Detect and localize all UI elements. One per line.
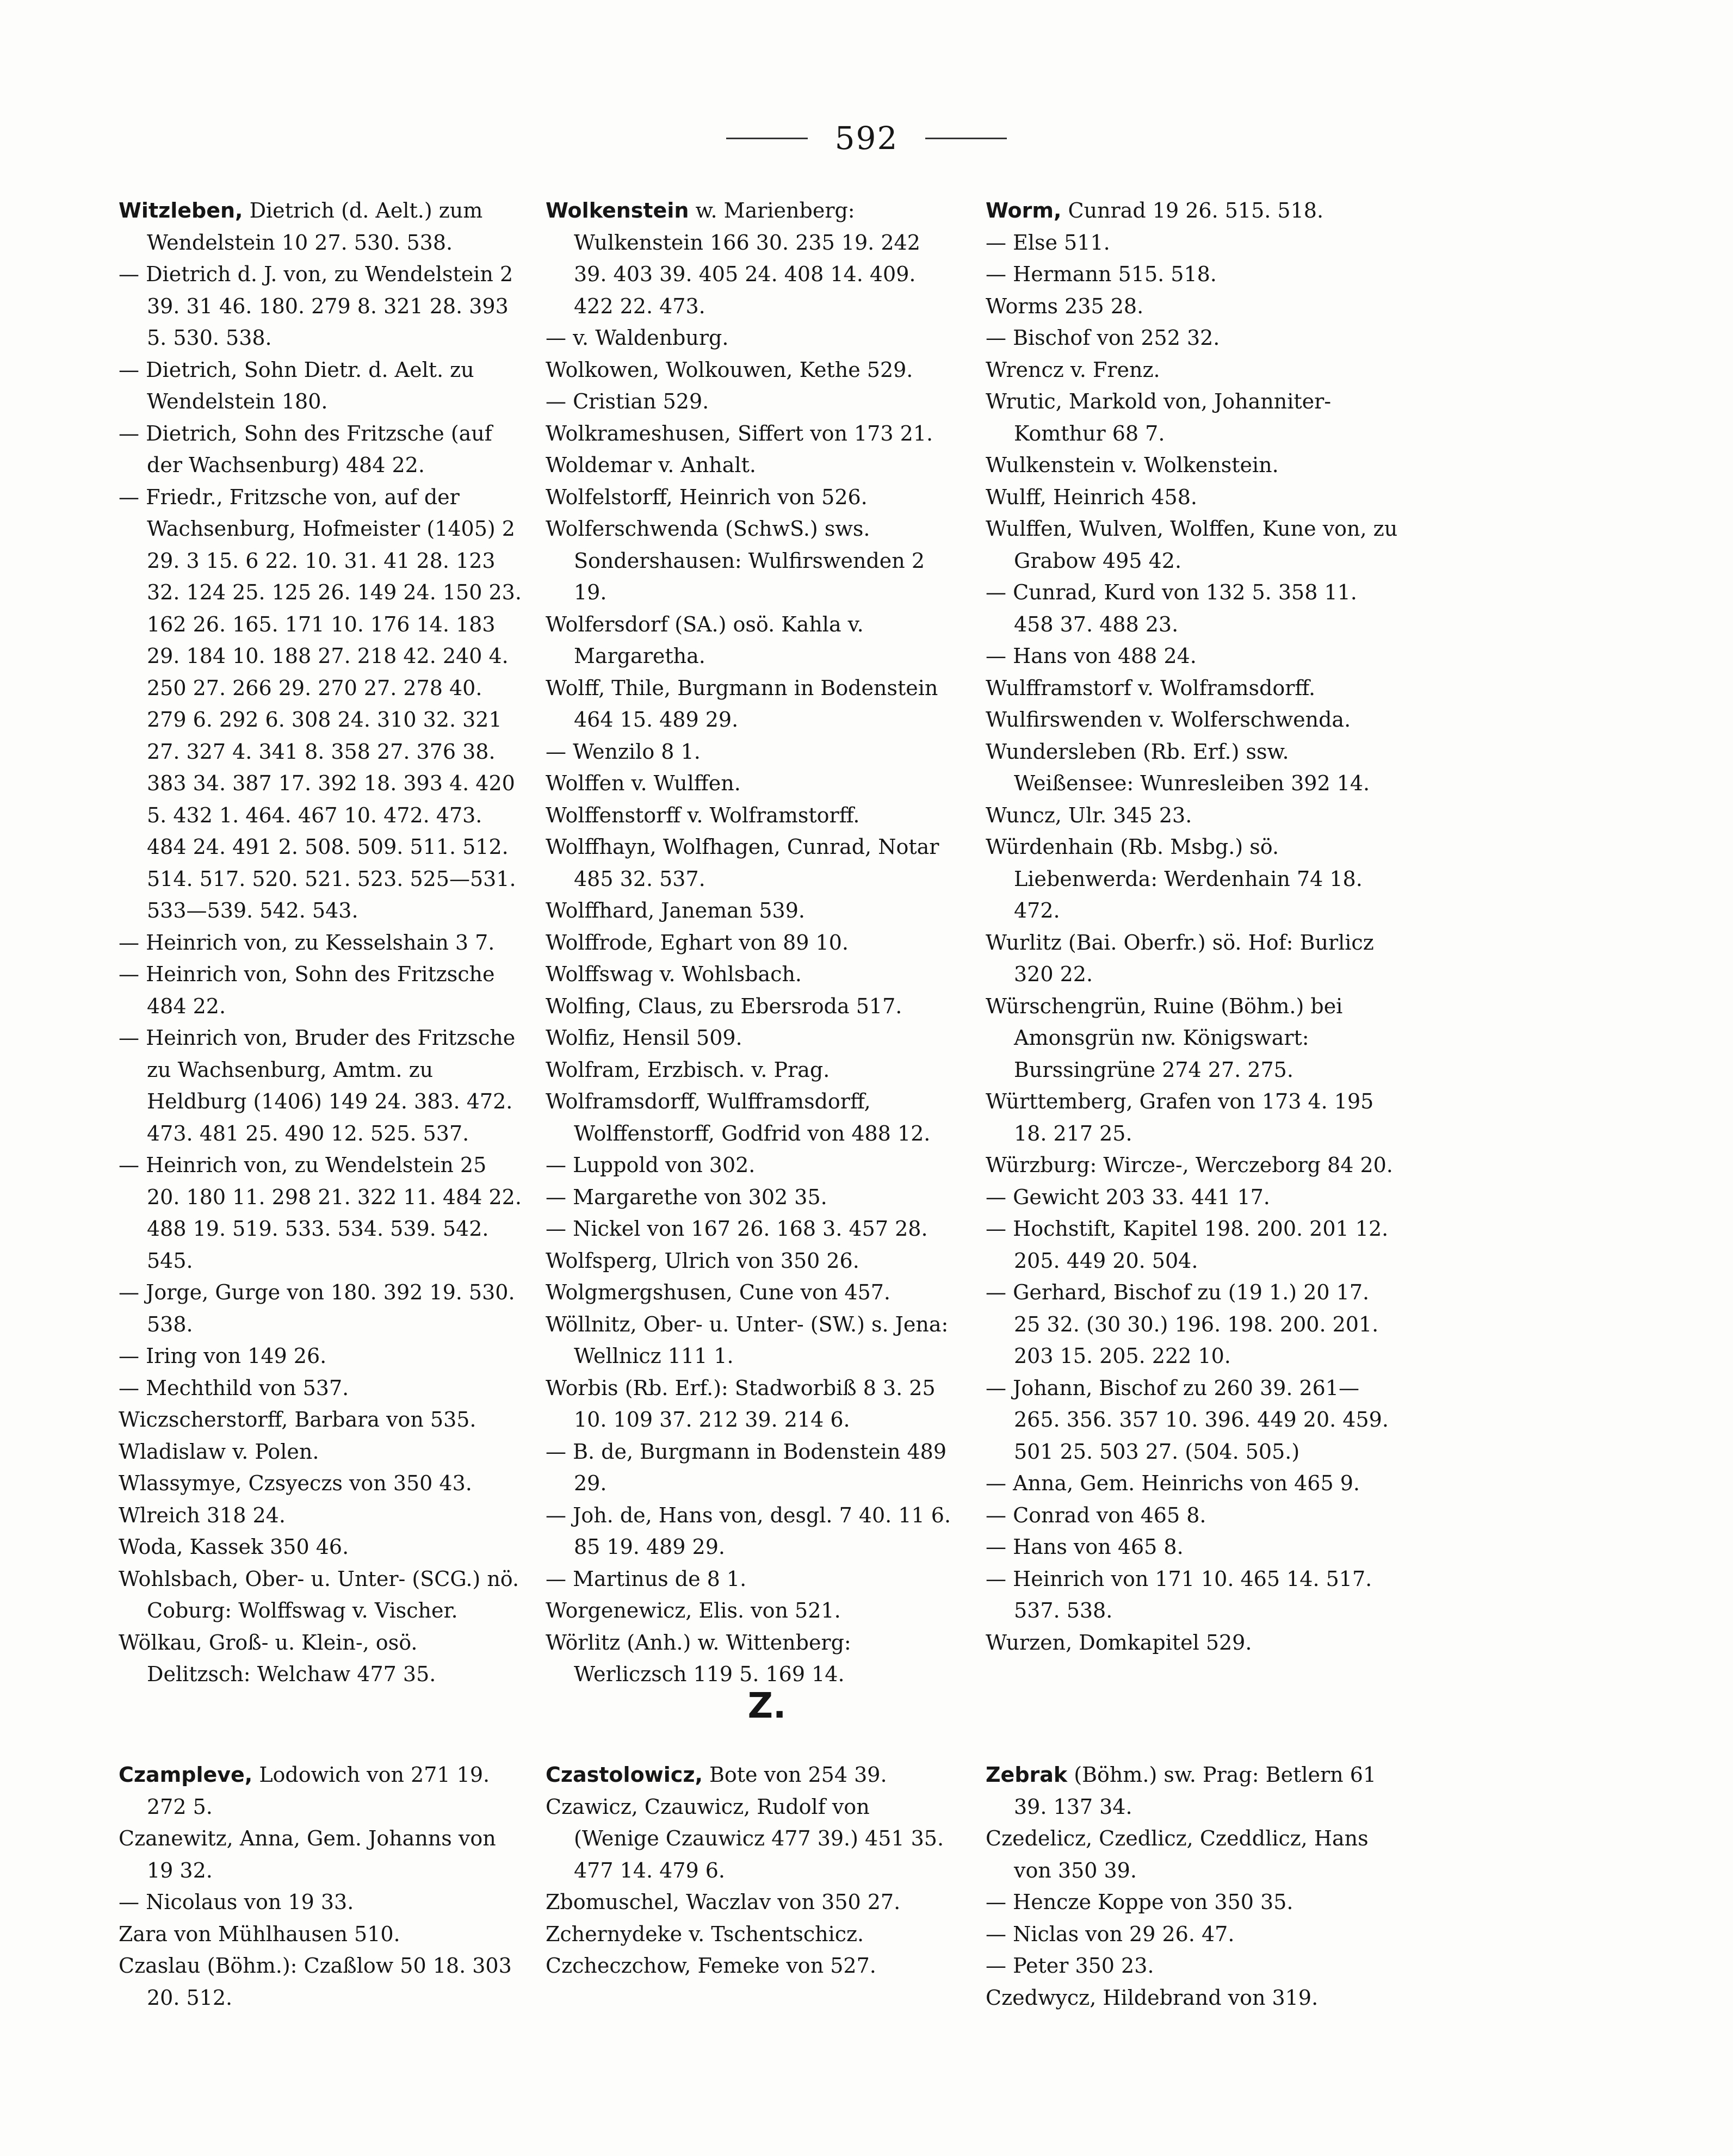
index-entry (986, 990, 1400, 1086)
index-entry (546, 1759, 957, 1791)
index-entry (119, 1340, 524, 1372)
index-entry (119, 1918, 524, 1950)
index-entry (119, 1467, 524, 1500)
index-entry (986, 1886, 1400, 1918)
index-entry (986, 1213, 1400, 1277)
entry-text: Wulkenstein v. Wolkenstein. (986, 453, 1279, 477)
entry-text: Wörlitz (Anh.) w. Wittenberg: Werliczsch 119 5. 169 14. (546, 1630, 851, 1686)
entry-text: Wolffenstorff v. Wolframstorff. (546, 803, 860, 827)
entry-text: — Hencze Koppe von 350 35. (986, 1890, 1293, 1914)
entry-text: Wöllnitz, Ober- u. Unter- (SW.) s. Jena: Wellnicz 111 1. (546, 1312, 949, 1368)
index-entry (119, 1277, 524, 1340)
index-entry (119, 1500, 524, 1532)
index-entry (986, 1531, 1400, 1563)
index-column-3 (986, 195, 1400, 1658)
index-entry (986, 386, 1400, 449)
index-entry (986, 1982, 1400, 2014)
entry-headword: Czampleve, (119, 1763, 253, 1787)
entry-text: — Peter 350 23. (986, 1954, 1154, 1978)
entry-text: Württemberg, Grafen von 173 4. 195 18. 217 25. (986, 1089, 1374, 1145)
index-entry (986, 1181, 1400, 1213)
section-heading-z: Z. (747, 1686, 787, 1726)
entry-text: — Hans von 465 8. (986, 1535, 1184, 1559)
index-entry (546, 609, 957, 672)
entry-text: — Hermann 515. 518. (986, 262, 1217, 286)
entry-text: Wolff, Thile, Burgmann in Bodenstein 464 15. 489 29. (546, 676, 938, 732)
entry-text: — Heinrich von 171 10. 465 14. 517. 537. 538. (986, 1566, 1372, 1622)
entry-text: — Dietrich, Sohn Dietr. d. Aelt. zu Wendelstein 180. (119, 357, 474, 413)
entry-text: Worbis (Rb. Erf.): Stadworbiß 8 3. 25 10. 109 37. 212 39. 214 6. (546, 1376, 936, 1432)
entry-text: Wlassymye, Czsyeczs von 350 43. (119, 1471, 472, 1495)
entry-text: — Luppold von 302. (546, 1153, 756, 1177)
index-entry (546, 958, 957, 990)
entry-text: Wohlsbach, Ober- u. Unter- (SCG.) nö. Coburg: Wolffswag v. Vischer. (119, 1566, 519, 1622)
index-entry (546, 1500, 957, 1563)
entry-text: Wolframsdorff, Wulfframsdorff, Wolffenstorff, Godfrid von 488 12. (546, 1089, 931, 1145)
entry-text: Wulff, Heinrich 458. (986, 485, 1197, 509)
entry-text: Bote von 254 39. (702, 1763, 887, 1787)
entry-text: Wolgmergshusen, Cune von 457. (546, 1280, 891, 1304)
entry-text: — Nicolaus von 19 33. (119, 1890, 354, 1914)
entry-text: Wolfiz, Hensil 509. (546, 1026, 742, 1050)
entry-text: — Gerhard, Bischof zu (19 1.) 20 17. 25 32. (30 30.) 196. 198. 200. 201. 203 15. 205. 222 10. (986, 1280, 1379, 1368)
entry-text: Worms 235 28. (986, 294, 1144, 318)
index-entry (986, 1277, 1400, 1372)
entry-text: Worgenewicz, Elis. von 521. (546, 1599, 841, 1622)
entry-text: Zbomuschel, Waczlav von 350 27. (546, 1890, 901, 1914)
index-entry (986, 800, 1400, 832)
index-entry (986, 1950, 1400, 1982)
entry-text: Wrencz v. Frenz. (986, 357, 1160, 382)
index-entry (986, 704, 1400, 736)
entry-text: Wolfram, Erzbisch. v. Prag. (546, 1057, 830, 1082)
index-entry (986, 322, 1400, 354)
entry-text: w. Marienberg: Wulkenstein 166 30. 235 19. 242 39. 403 39. 405 24. 408 14. 409. 422 22. 473. (574, 199, 920, 318)
entry-text: Wolffswag v. Wohlsbach. (546, 962, 802, 986)
header-rule-left (726, 138, 808, 139)
index-column-1 (119, 195, 524, 1690)
index-entry (986, 481, 1400, 513)
index-entry (119, 1436, 524, 1468)
index-entry (546, 1372, 957, 1436)
index-entry (986, 1563, 1400, 1627)
index-entry (546, 831, 957, 895)
index-entry (546, 1595, 957, 1627)
index-entry (986, 1149, 1400, 1181)
entry-text: — Gewicht 203 33. 441 17. (986, 1185, 1270, 1209)
entry-text: Wulfframstorf v. Wolframsdorff. (986, 676, 1316, 700)
index-entry (119, 1022, 524, 1149)
index-entry (119, 1404, 524, 1436)
index-entry (546, 1149, 957, 1181)
index-entry (546, 1886, 957, 1918)
entry-headword: Worm, (986, 199, 1062, 222)
index-entry (546, 1627, 957, 1690)
entry-text: — Cristian 529. (546, 389, 709, 413)
index-entry (119, 481, 524, 927)
entry-text: Wrutic, Markold von, Johanniter-Komthur 68 7. (986, 389, 1332, 445)
entry-text: — Johann, Bischof zu 260 39. 261—265. 356. 357 10. 396. 449 20. 459. 501 25. 503 27. (504. 505.) (986, 1376, 1389, 1464)
entry-headword: Wolkenstein (546, 199, 689, 222)
index-entry (119, 195, 524, 258)
index-entry (546, 767, 957, 800)
entry-text: Wolferschwenda (SchwS.) sws. Sondershausen: Wulfirswenden 2 19. (546, 517, 925, 604)
entry-text: Wuncz, Ulr. 345 23. (986, 803, 1192, 827)
entry-text: Wulffen, Wulven, Wolffen, Kune von, zu Grabow 495 42. (986, 517, 1398, 573)
index-entry (546, 990, 957, 1023)
index-entry (986, 513, 1400, 577)
entry-text: — Wenzilo 8 1. (546, 739, 701, 764)
entry-text: — Martinus de 8 1. (546, 1566, 747, 1591)
index-entry (986, 1918, 1400, 1950)
entry-text: Wulfirswenden v. Wolferschwenda. (986, 708, 1351, 732)
index-entry (986, 927, 1400, 990)
index-entry (546, 449, 957, 481)
index-entry (119, 1823, 524, 1886)
z-section-column-3 (986, 1759, 1400, 2013)
entry-text: Czcheczchow, Femeke von 527. (546, 1954, 876, 1978)
entry-text: Czaslau (Böhm.): Czaßlow 50 18. 303 20. 512. (119, 1954, 512, 2010)
index-entry (546, 1054, 957, 1086)
entry-text: Wladislaw v. Polen. (119, 1439, 319, 1464)
index-entry (546, 1436, 957, 1500)
entry-text: Wolfing, Claus, zu Ebersroda 517. (546, 994, 902, 1018)
index-entry (546, 1563, 957, 1595)
page-header (0, 120, 1733, 157)
entry-text: Woldemar v. Anhalt. (546, 453, 756, 477)
index-entry (546, 895, 957, 927)
index-column-2 (546, 195, 957, 1690)
entry-text: Wolffrode, Eghart von 89 10. (546, 930, 849, 955)
index-entry (546, 1277, 957, 1309)
index-entry (119, 418, 524, 481)
index-entry (119, 927, 524, 959)
index-entry (546, 418, 957, 450)
entry-text: Lodowich von 271 19. 272 5. (147, 1763, 490, 1819)
entry-text: Czanewitz, Anna, Gem. Johanns von 19 32. (119, 1826, 496, 1882)
index-entry (546, 1791, 957, 1887)
entry-text: — Cunrad, Kurd von 132 5. 358 11. 458 37. 488 23. (986, 580, 1357, 636)
page-number: 592 (834, 120, 899, 157)
index-entry (546, 1245, 957, 1277)
index-entry (119, 354, 524, 418)
index-entry (119, 1950, 524, 2013)
entry-text: — Dietrich, Sohn des Fritzsche (auf der Wachsenburg) 484 22. (119, 421, 492, 477)
entry-text: — Anna, Gem. Heinrichs von 465 9. (986, 1471, 1360, 1495)
index-entry (986, 354, 1400, 386)
entry-text: — Nickel von 167 26. 168 3. 457 28. (546, 1217, 928, 1241)
entry-text: — Iring von 149 26. (119, 1344, 327, 1368)
entry-text: Wolfsperg, Ulrich von 350 26. (546, 1248, 859, 1273)
entry-text: — Heinrich von, Sohn des Fritzsche 484 22. (119, 962, 495, 1018)
index-entry (986, 449, 1400, 481)
entry-text: Wölkau, Groß- u. Klein-, osö. Delitzsch: Welchaw 477 35. (119, 1630, 436, 1686)
index-entry (546, 322, 957, 354)
entry-text: — Jorge, Gurge von 180. 392 19. 530. 538. (119, 1280, 515, 1336)
entry-text: — Conrad von 465 8. (986, 1503, 1206, 1527)
index-entry (546, 354, 957, 386)
entry-text: Zara von Mühlhausen 510. (119, 1922, 400, 1946)
entry-text: Wolkrameshusen, Siffert von 173 21. (546, 421, 933, 445)
index-entry (119, 958, 524, 1022)
entry-text: Wolffhayn, Wolfhagen, Cunrad, Notar 485 32. 537. (546, 835, 939, 891)
z-section-column-2 (546, 1759, 957, 1982)
index-entry (119, 1531, 524, 1563)
index-entry (119, 258, 524, 354)
entry-text: — Heinrich von, zu Wendelstein 25 20. 180 11. 298 21. 322 11. 484 22. 488 19. 519. 533. 534. 539. 542. 545. (119, 1153, 522, 1273)
entry-text: (Böhm.) sw. Prag: Betlern 61 39. 137 34. (1014, 1763, 1377, 1819)
entry-text: — Hans von 488 24. (986, 644, 1197, 668)
entry-text: — B. de, Burgmann in Bodenstein 489 29. (546, 1439, 947, 1495)
index-entry (546, 513, 957, 609)
entry-text: — Margarethe von 302 35. (546, 1185, 827, 1209)
index-entry (546, 195, 957, 322)
index-entry (546, 736, 957, 768)
entry-text: Wolfersdorf (SA.) osö. Kahla v. Margaretha. (546, 612, 864, 668)
entry-text: — Heinrich von, zu Kesselshain 3 7. (119, 930, 495, 955)
entry-text: — Heinrich von, Bruder des Fritzsche zu Wachsenburg, Amtm. zu Heldburg (1406) 149 24. 383. 472. 473. 481 25. 490 12. 525. 537. (119, 1026, 516, 1145)
entry-text: Wurzen, Domkapitel 529. (986, 1630, 1252, 1655)
header-rule-right (925, 138, 1007, 139)
index-entry (546, 386, 957, 418)
entry-text: Wolkowen, Wolkouwen, Kethe 529. (546, 357, 913, 382)
entry-text: — Dietrich d. J. von, zu Wendelstein 2 39. 31 46. 180. 279 8. 321 28. 393 5. 530. 538. (119, 262, 513, 350)
entry-text: Zchernydeke v. Tschentschicz. (546, 1922, 864, 1946)
index-entry (986, 736, 1400, 800)
index-entry (986, 1759, 1400, 1823)
entry-text: Würschengrün, Ruine (Böhm.) bei Amonsgrün nw. Königswart: Burssingrüne 274 27. 275. (986, 994, 1343, 1082)
index-entry (986, 227, 1400, 259)
entry-headword: Witzleben, (119, 199, 243, 222)
index-entry (546, 1213, 957, 1245)
index-entry (546, 1086, 957, 1149)
index-entry (986, 1372, 1400, 1468)
index-entry (546, 927, 957, 959)
index-entry (546, 481, 957, 513)
index-entry (546, 672, 957, 736)
entry-text: — Niclas von 29 26. 47. (986, 1922, 1235, 1946)
index-entry (546, 1022, 957, 1054)
entry-headword: Czastolowicz, (546, 1763, 703, 1787)
z-section-column-1 (119, 1759, 524, 2013)
index-entry (119, 1149, 524, 1277)
index-entry (119, 1759, 524, 1823)
index-entry (119, 1886, 524, 1918)
index-entry (986, 1086, 1400, 1149)
index-entry (986, 1500, 1400, 1532)
index-entry (119, 1627, 524, 1690)
entry-text: Wolfelstorff, Heinrich von 526. (546, 485, 868, 509)
index-entry (546, 1918, 957, 1950)
entry-text: — Hochstift, Kapitel 198. 200. 201 12. 205. 449 20. 504. (986, 1217, 1389, 1273)
index-entry (986, 1823, 1400, 1886)
entry-text: Czedwycz, Hildebrand von 319. (986, 1985, 1319, 2010)
index-entry (986, 1627, 1400, 1659)
index-entry (546, 1309, 957, 1372)
entry-text: — Joh. de, Hans von, desgl. 7 40. 11 6. 85 19. 489 29. (546, 1503, 951, 1559)
index-entry (986, 831, 1400, 927)
index-entry (546, 1950, 957, 1982)
entry-text: Würzburg: Wircze-, Werczeborg 84 20. (986, 1153, 1393, 1177)
index-entry (546, 1181, 957, 1213)
index-entry (119, 1563, 524, 1627)
entry-text: Dietrich (d. Aelt.) zum Wendelstein 10 27. 530. 538. (147, 199, 483, 255)
index-entry (119, 1372, 524, 1404)
entry-text: Cunrad 19 26. 515. 518. (1061, 199, 1324, 222)
entry-text: Czedelicz, Czedlicz, Czeddlicz, Hans von 350 39. (986, 1826, 1369, 1882)
entry-text: Wundersleben (Rb. Erf.) ssw. Weißensee: Wunresleiben 392 14. (986, 739, 1370, 795)
entry-text: Wiczscherstorff, Barbara von 535. (119, 1408, 476, 1432)
entry-text: — Friedr., Fritzsche von, auf der Wachsenburg, Hofmeister (1405) 2 29. 3 15. 6 22. 10. 31. 41 28. 123 32. 124 25. 125 26. 149 24. 150 23. 162 26. 165. 171 10. 176 14. 183 29. 184 10. 188 27. 218 42. 240 4. 250 27. 266 29. 270 27. 278 40. 279 6. 292 6. 308 24. 310 32. 321 27. 327 4. 341 8. 358 27. 376 38. 383 34. 387 17. 392 18. 393 4. 420 5. 432 1. 464. 467 10. 472. 473. 484 24. 491 2. 508. 509. 511. 512. 514. 517. 520. 521. 523. 525—531. 533—539. 542. 543. (119, 485, 522, 922)
entry-text: — Bischof von 252 32. (986, 326, 1220, 350)
entry-text: Wlreich 318 24. (119, 1503, 286, 1527)
index-entry (986, 1467, 1400, 1500)
index-entry (986, 195, 1400, 227)
entry-text: Czawicz, Czauwicz, Rudolf von (Wenige Czauwicz 477 39.) 451 35. 477 14. 479 6. (546, 1794, 944, 1882)
entry-text: — Mechthild von 537. (119, 1376, 349, 1400)
index-entry (986, 577, 1400, 640)
entry-text: Wurlitz (Bai. Oberfr.) sö. Hof: Burlicz 320 22. (986, 930, 1374, 986)
index-entry (546, 800, 957, 832)
index-entry (986, 640, 1400, 672)
entry-text: Woda, Kassek 350 46. (119, 1535, 349, 1559)
entry-headword: Zebrak (986, 1763, 1068, 1787)
index-entry (986, 672, 1400, 704)
entry-text: — Else 511. (986, 230, 1110, 255)
index-entry (986, 258, 1400, 290)
index-entry (986, 290, 1400, 323)
entry-text: — v. Waldenburg. (546, 326, 729, 350)
entry-text: Wolffhard, Janeman 539. (546, 899, 805, 922)
entry-text: Wolffen v. Wulffen. (546, 771, 741, 795)
entry-text: Würdenhain (Rb. Msbg.) sö. Liebenwerda: Werdenhain 74 18. 472. (986, 835, 1363, 922)
